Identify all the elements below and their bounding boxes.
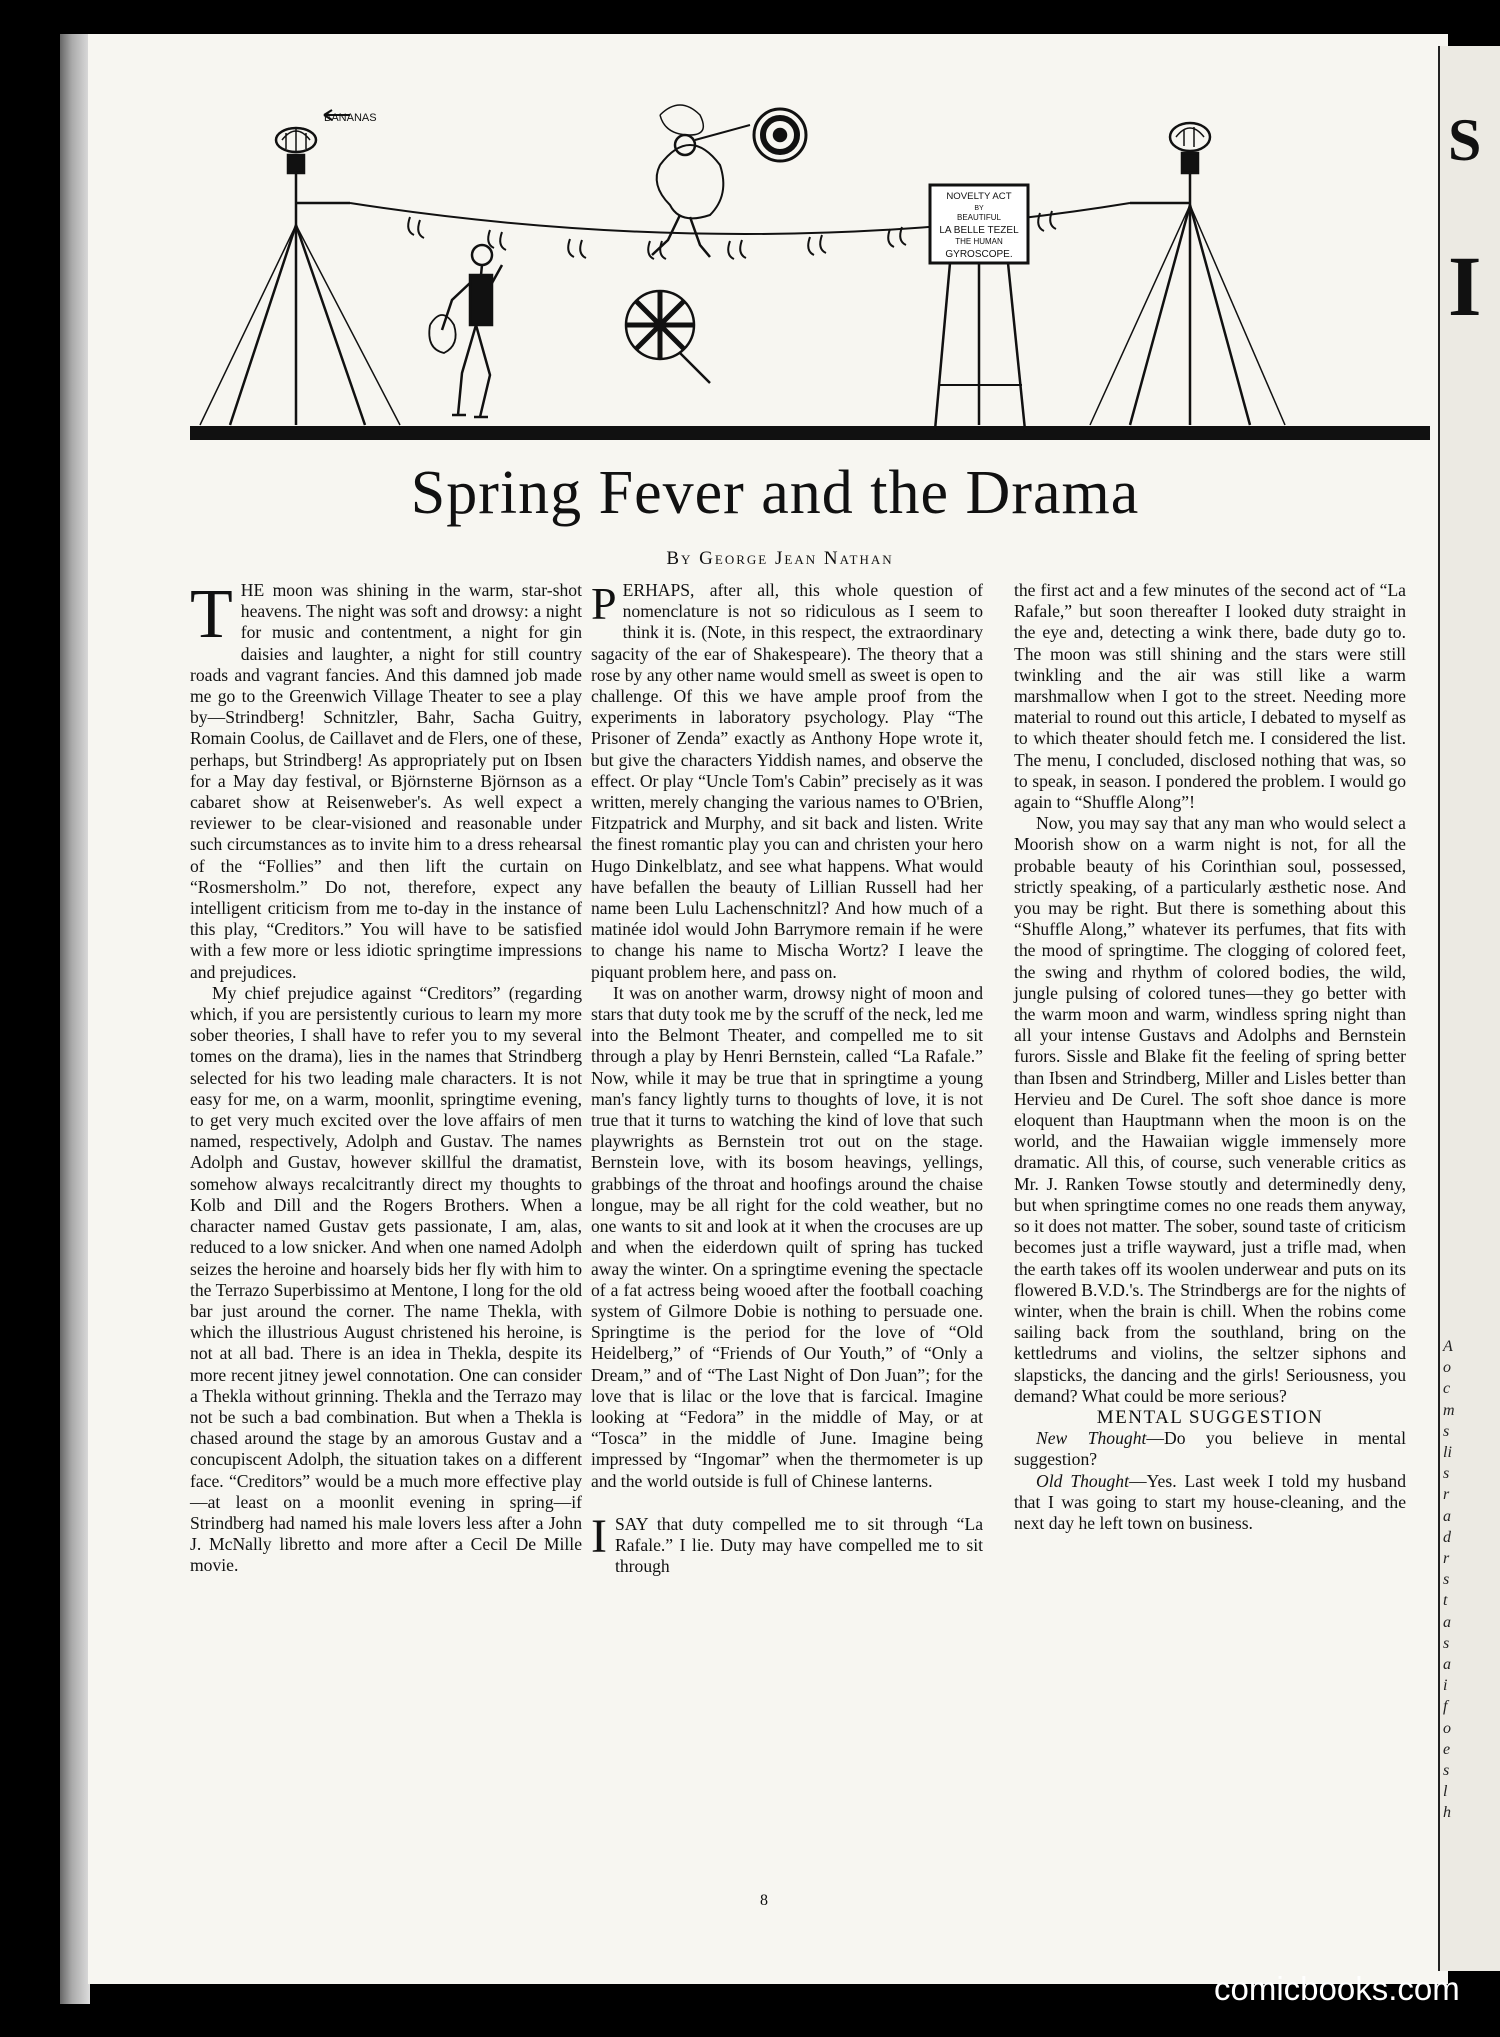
sign-line-2: BY [974,205,984,212]
paragraph-5: ISAY that duty compelled me to sit through “La Rafale.” I lie. Duty may have compelled me to sit through [591,1509,983,1577]
sign-line-6: GYROSCOPE. [945,249,1013,260]
sign-line-3: BEAUTIFUL [956,213,1002,222]
sign-line-4: LA BELLE TEZEL [939,225,1019,236]
adjacent-initial-2: I [1448,238,1482,334]
adjacent-page-edge [1438,46,1500,1971]
text-column-2 [591,580,983,1577]
dialogue-line-1: New Thought—Do you believe in mental suggestion? [1014,1428,1406,1470]
archery-target [754,109,806,161]
page-binding [60,34,90,2004]
text-column-1 [190,576,582,1577]
dialogue-line-2: Old Thought—Yes. Last week I told my husband that I was going to start my house-cleaning, and the next day he left town on business. [1014,1470,1406,1533]
banana-label: BANANAS [324,112,377,124]
juggler-figure [429,245,502,417]
sign-line-1: NOVELTY ACT [946,191,1012,202]
subheading: MENTAL SUGGESTION [1096,1406,1324,1428]
header-illustration [190,112,1430,455]
sign-line-5: THE HUMAN [955,237,1003,246]
adjacent-letter-fragments: A o c m s li s r a d r s t a s a i f o e s l h [1443,1338,1455,1822]
drop-cap: I [591,1509,607,1563]
byline: By George Jean Nathan [666,548,894,569]
right-tripod [1090,153,1285,425]
left-tripod [200,155,400,425]
drop-cap: P [591,578,617,629]
adjacent-initial-1: S [1448,107,1482,173]
paragraph-3: PERHAPS, after all, this whole question of nomenclature is not so ridiculous as I seem to think it is. (Note, in this respect, the extraordinary sagacity of the ear of Shakespeare). The theory that a rose by any other name would smell as sweet is open to challenge. Of this we have ample proof from the experiments in laboratory psychology. Play “The Prisoner of Zenda” exactly as Anthony Hope wrote it, but give the characters Yiddish names, and observe the effect. Or play “Uncle Tom's Cabin” precisely as it was written, merely changing the various names to O'Brien, Fitzpatrick and Murphy, and sit back and listen. Write the finest romantic play you can and christen your hero Hugo Dinkelblatz, and see what happens. What would have befallen the beauty of Lillian Russell had her name been Lulu Lachenschnitzl? And how much of a matinée idol would John Barrymore remain if he were to change his name to Mischa Wortz? I leave the piquant problem here, and pass on. [591,578,983,982]
text-column-3 [1014,580,1406,1534]
drop-cap: T [190,576,233,653]
article-title: Spring Fever and the Drama [410,459,1140,527]
paragraph-1: THE moon was shining in the warm, star-shot heavens. The night was soft and drowsy: a night for music and contentment, a night for gin daisies and laughter, a night for still country roads and vagrant fancies. And this damned job made me go to the Greenwich Village Theater to see a play by—Strindberg! Schnitzler, Bahr, Sacha Guitry, Romain Coolus, de Caillavet and de Flers, one of these, perhaps, but Strindberg! As appropriately put on Ibsen for a May day festival, or Björnsterne Björnson as a cabaret show at Reisenweber's. As well expect a reviewer to be clear-visioned and reasonable under such circumstances as to invite him to a dress rehearsal of the “Follies” and then lift the curtain on “Rosmersholm.” Do not, therefore, expect any intelligent criticism from me to-day in the instance of this play, “Creditors.” You will have to be satisfied with a few more or less idiotic springtime impressions and prejudices. [190,576,582,982]
paragraph-7: Now, you may say that any man who would select a Moorish show on a warm night is not, for all the probable beauty of his Corinthian soul, possessed, strictly speaking, of a particularly æsthetic nose. And you may be right. But there is something about this “Shuffle Along,” whatever its perfumes, that fits with the mood of springtime. The clogging of colored feet, the swing and rhythm of colored bodies, the wild, jungle pulsing of colored tunes—they go better with the warm moon and warm, windless spring night than all your intense Gustavs and Adolphs and Bernstein furors. Sissle and Blake fit the feeling of spring better than Ibsen and Strindberg, Miller and Lisles better than Hervieu and De Curel. The soft shoe dance is more eloquent than Hauptmann when the moon is on the world, and the Hawaiian wiggle immensely more dramatic. All this, of course, such venerable critics as Mr. J. Ranken Towse stoutly and determinedly deny, but when springtime comes no one reads them anyway, so it does not matter. The sober, sound taste of criticism becomes just a trifle wayward, just a trifle mad, when the earth takes off its woolen underwear and puts on its flowered B.V.D.'s. The Strindbergs are for the nights of winter, when the brain is chill. When the robins come sailing back from the southland, bring on the kettledrums and violins, the seltzer siphons and slapsticks, the dancing and the girls! Seriousness, you demand? What could be more serious? [1014,813,1406,1406]
paragraph-4: It was on another warm, drowsy night of moon and stars that duty took me by the scruff of the neck, led me into the Belmont Theater, and compelled me to sit through a play by Henri Bernstein, called “La Rafale.” Now, while it may be true that in springtime a young man's fancy lightly turns to thoughts of love, it is not true that it turns to watching the kind of love that such playwrights as Bernstein trot out on the stage. Bernstein love, with its bosom heavings, yellings, grabbings of the throat and hoofings around the chaise longue, may be all right for the cold weather, but no one wants to sit and look at it when the crocuses are up and when the eiderdown quilt of spring has tucked away the winter. On a springtime evening the spectacle of a fat actress being wooed after the football coaching system of Gilmore Dobie is nothing to persuade one. Springtime is the period for the love of “Old Heidelberg,” of “Friends of Our Youth,” of “Only a Dream,” and of “The Last Night of Don Juan”; for the love that is lilac or the love that is farcical. Imagine looking at “Fedora” in the middle of May, or at “Tosca” in the middle of June. Imagine being impressed by “Ingomar” when the thermometer is up and the world outside is full of Chinese lanterns. [591,982,984,1491]
paragraph-2: My chief prejudice against “Creditors” (regarding which, if you are persistently curious to learn my more sober theories, I shall have to refer you to my several tomes on the drama), lies in the names that Strindberg selected for his two leading male characters. It is not easy for me, on a warm, moonlit, springtime evening, to get very much excited over the love affairs of men named, respectively, Adolph and Gustav. The names Adolph and Gustav, however skillful the dramatist, somehow always recalcitrantly direct my thoughts to Kolb and Dill and the Rogers Brothers. When a character named Gustav gets passionate, I am, alas, reduced to a low snicker. And when one named Adolph seizes the heroine and hoarsely bids her fly with him to the Terrazo Superbissimo at Mentone, I long for the old bar just around the corner. The name Thekla, with which the illustrious August christened his heroine, is not at all bad. There is an idea in Thekla, despite its more recent jitney jewel connotation. One can consider a Thekla without grinning. Thekla and the Terrazo may not be such a bad combination. But when a Thekla is chased around the stage by an amorous Gustav and a concupiscent Adolph, the situation takes on a different face. “Creditors” would be a much more effective play—at least on a moonlit evening in spring—if Strindberg had named his male lovers less after a John J. McNally libretto and more after a Cecil De Mille movie. [190,982,582,1576]
page-number: 8 [760,1892,768,1909]
site-credit: comicbooks.com [1214,1970,1460,2007]
paragraph-6: the first act and a few minutes of the second act of “La Rafale,” but soon thereafter I looked duty straight in the eye and, detecting a wink there, bade duty go to. The moon was still shining and the stars were still twinkling and the air was still like a warm marshmallow when I got to the street. Needing more material to round out this article, I debated to myself as to which theater should fetch me. I considered the list. The menu, I concluded, disclosed nothing that was, so to speak, in season. I pondered the problem. I would go again to “Shuffle Along”! [1014,580,1406,813]
parasol [626,291,710,383]
